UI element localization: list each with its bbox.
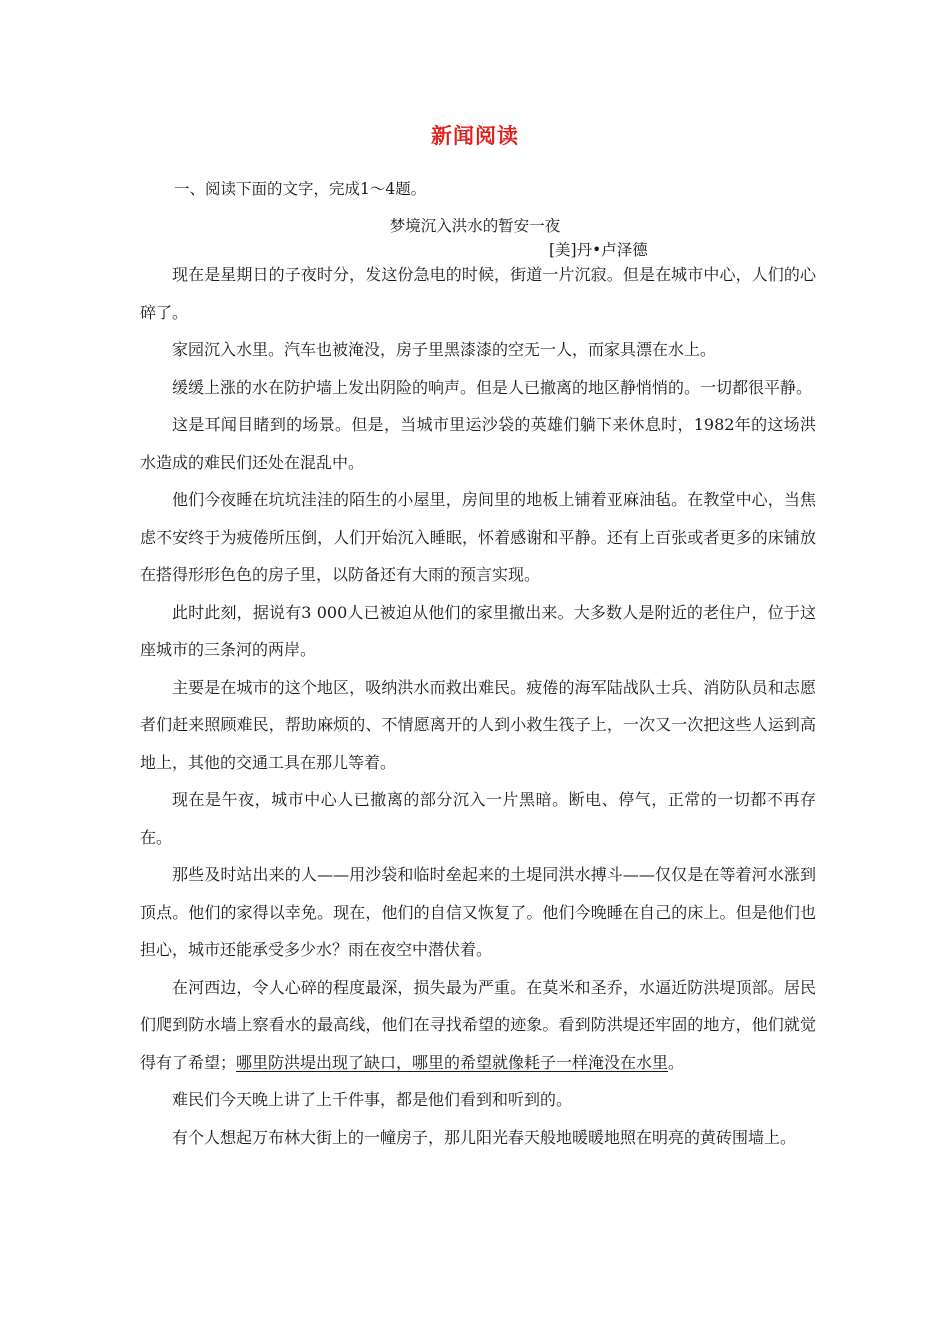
paragraph: 他们今夜睡在坑坑洼洼的陌生的小屋里，房间里的地板上铺着亚麻油毡。在教堂中心，当焦虑不安终于为疲倦所压倒，人们开始沉入睡眠，怀着感谢和平静。还有上百张或者更多的床铺放在搭得形形色色的房子里，以防备还有大雨的预言实现。: [140, 490, 816, 584]
paragraph: 那些及时站出来的人——用沙袋和临时垒起来的土堤同洪水搏斗——仅仅是在等着河水涨到顶点。他们的家得以幸免。现在，他们的自信又恢复了。他们今晚睡在自己的床上。但是他们也担心，城市还能承受多少水？雨在夜空中潜伏着。: [140, 865, 816, 959]
paragraph: 现在是星期日的子夜时分，发这份急电的时候，街道一片沉寂。但是在城市中心，人们的心碎了。: [140, 265, 816, 322]
paragraph: 缓缓上涨的水在防护墙上发出阴险的响声。但是人已撤离的地区静悄悄的。一切都很平静。: [172, 377, 813, 397]
paragraph: 难民们今天晚上讲了上千件事，都是他们看到和听到的。: [172, 1090, 573, 1109]
paragraph: 现在是午夜，城市中心人已撤离的部分沉入一片黑暗。断电、停气，正常的一切都不再存在。: [140, 790, 816, 847]
paragraph-text: 。: [668, 1052, 685, 1072]
paragraph-with-underline: [140, 969, 816, 1082]
article-body: [140, 256, 816, 1156]
paragraph: 有个人想起万布林大街上的一幢房子，那儿阳光春天般地暖暖地照在明亮的黄砖围墙上。: [172, 1127, 797, 1147]
article-author: [美]丹•卢泽德: [549, 241, 648, 259]
paragraph: 家园沉入水里。汽车也被淹没，房子里黑漆漆的空无一人，而家具漂在水上。: [172, 340, 717, 359]
underlined-sentence: 哪里防洪堤出现了缺口，哪里的希望就像耗子一样淹没在水里: [236, 1052, 669, 1072]
page-title: 新闻阅读: [431, 123, 519, 148]
question-instruction: 一、阅读下面的文字，完成1～4题。: [174, 180, 427, 198]
paragraph: 这是耳闻目睹到的场景。但是，当城市里运沙袋的英雄们躺下来休息时，1982年的这场洪水造成的难民们还处在混乱中。: [140, 415, 816, 472]
paragraph: 主要是在城市的这个地区，吸纳洪水而救出难民。疲倦的海军陆战队士兵、消防队员和志愿者们赶来照顾难民，帮助麻烦的、不情愿离开的人到小救生筏子上，一次又一次把这些人运到高地上，其他的交通工具在那儿等着。: [140, 677, 816, 772]
paragraph: 此时此刻，据说有3 000人已被迫从他们的家里撤出来。大多数人是附近的老住户，位于这座城市的三条河的两岸。: [140, 602, 816, 659]
paragraph-text: 在河西边，令人心碎的程度最深，损失最为严重。在莫米和圣乔，水逼近防洪堤顶部。居民们爬到防水墙上察看水的最高线，他们在寻找希望的迹象。看到防洪堤还牢固的地方，他们就觉得有了希望；: [140, 977, 816, 1072]
article-title: 梦境沉入洪水的暂安一夜: [389, 217, 561, 235]
